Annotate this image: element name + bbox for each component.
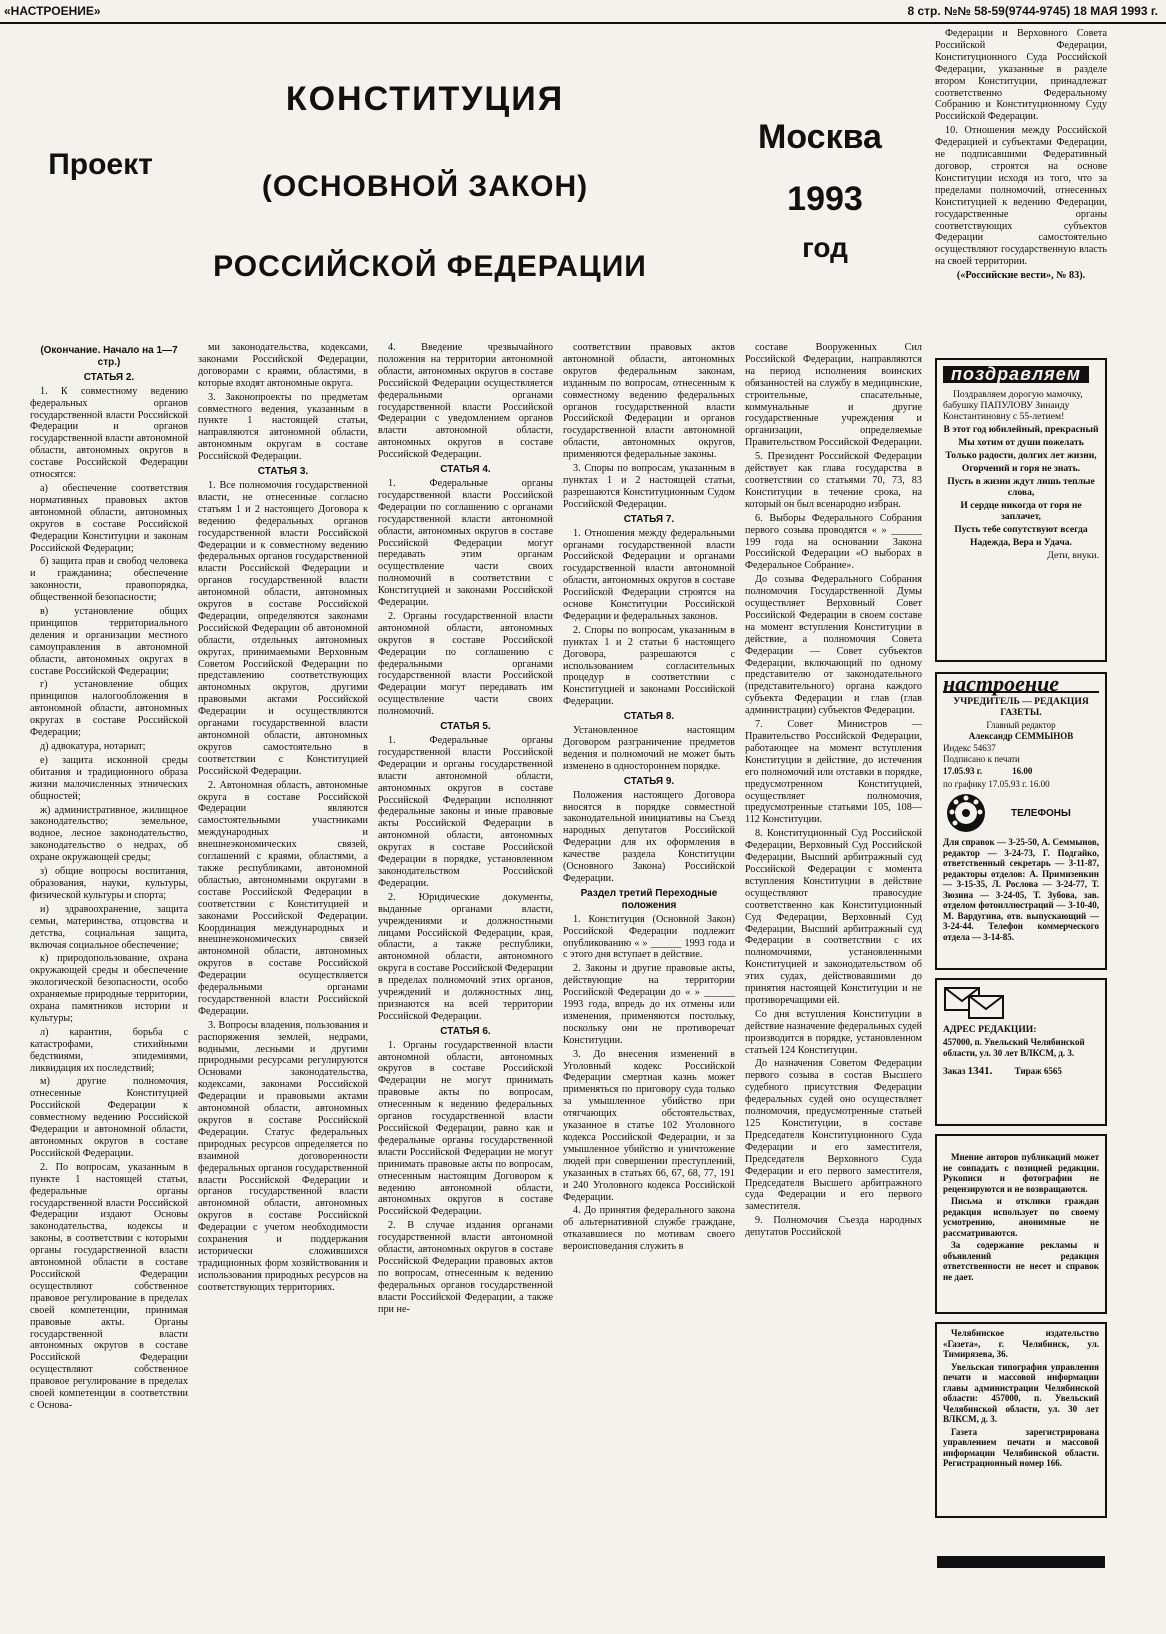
top-right-paragraph: 10. Отношения между Российской Федерацией и субъектами Федерации, не подписавшими Федеративный договор, строятся на основе Конституции исходя из того, что за пределами полномочий, отнесенных Конституцией к ведению Федерации, государственные органы соответствующих субъектов Федерации самостоятельно осуществляют государственную власть на своей территории. [935, 125, 1107, 268]
masthead-logo: настроение [943, 678, 1099, 693]
article-column-2 [198, 342, 368, 1630]
article-paragraph: 1. Органы государственной власти автономной области, автономных округов в составе Российской Федерации не могут принимать правовые акты по вопросам, отнесенным к ведению федеральных органов государственной власти Российской Федерации, равно как и федеральные органы государственной власти Российской Федерации не могут принимать правовые акты по вопросам, отнесенным настоящим Договором к ведению автономной области, автономных округов в составе Российской Федерации. [378, 1039, 553, 1218]
article-paragraph: 2. Органы государственной власти автономной области, автономных округов в составе Российской Федерации по соглашению с федеральными органами государственной власти Российской Федерации могут передавать им осуществление части своих полномочий. [378, 610, 553, 718]
congrats-poem-line: Пусть тебе сопутствуют всегда [954, 524, 1088, 535]
notice-box [935, 1134, 1107, 1314]
title-basic-law: (ОСНОВНОЙ ЗАКОН) [261, 170, 589, 203]
article-paragraph: м) другие полномочия, отнесенные Конституцией Российской Федерации к совместному ведению Российской Федерации и автономной области, автономных округов в составе Российской Федерации. [30, 1076, 188, 1159]
congrats-greeting: Поздравляем дорогую мамочку, бабушку ПАПУЛОВУ Зинаиду Константиновну с 55-летием! [943, 389, 1083, 422]
article-paragraph: л) карантин, борьба с катастрофами, стихийными бедствиями, эпидемиями, ликвидация их последствий; [30, 1026, 188, 1074]
address-box [935, 978, 1107, 1126]
article-paragraph: д) адвокатура, нотариат; [40, 741, 146, 752]
masthead-signed-time: 16.00 [1012, 766, 1033, 776]
article-column-1 [30, 342, 188, 1630]
page-header [0, 0, 1166, 24]
article-heading: СТАТЬЯ 3. [257, 466, 309, 478]
article-paragraph: 5. Президент Российской Федерации действует как глава государства в соответствии со статьями 70, 73, 83 Конституции в течение срока, на который он был всенародно избран. [745, 451, 922, 510]
article-paragraph: Установленное настоящим Договором разграничение предметов ведения и полномочий не может быть изменено в одностороннем порядке. [563, 725, 735, 772]
top-right-paragraph: Федерации и Верховного Совета Российской Федерации, Конституционного Суда Российской Федерации, указанные в разделе втором Конституции, принадлежат соответственно Федеральному Собранию и Конституционному Суду Российской Федерации. [935, 28, 1107, 123]
top-right-source: («Российские вести», № 83). [956, 270, 1086, 282]
article-paragraph: 1. Конституция (Основной Закон) Российской Федерации подлежит опубликованию « » ______ 1993 года и с этого дня вступает в действие. [563, 913, 735, 961]
address-text: 457000, п. Увельский Челябинской области, ул. 30 лет ВЛКСМ, д. 3. [943, 1037, 1085, 1058]
article-paragraph: з) общие вопросы воспитания, образования, науки, культуры, физической культуры и спорта; [30, 866, 188, 901]
article-paragraph: 1. Федеральные органы государственной власти Российской Федерации по соглашению с органами государственной власти автономной области, автономных округов в составе Российской Федерации могут передавать этим органам осуществление части своих полномочий в соответствии с Конституцией и законами Российской Федерации. [378, 477, 553, 609]
article-paragraph: 3. Вопросы владения, пользования и распоряжения землей, недрами, водными, лесными и другими природными ресурсами регулируются Основами законодательства, кодексами, законами Российской Федерации и правовыми актами автономной области, автономных округов в составе Российской Федерации. Статус федеральных природных ресурсов определяется по взаимной договоренности федеральных органов государственной власти Российской Федерации и органов государственной власти автономной области, автономных округов в составе Российской Федерации с учетом необходимости сохранения и поддержания исторически сложившихся традиционных форм хозяйствования и использования природных ресурсов на соответствующих территориях. [198, 1019, 368, 1293]
article-paragraph: 3. Законопроекты по предметам совместного ведения, указанным в пункте 1 настоящей статьи, направляются автономной области, автономным округам в составе Российской Федерации. [198, 391, 368, 463]
publisher-box [935, 1322, 1107, 1518]
publisher-paragraph: Увельская типография управления печати и массовой информации главы администрации Челябинской области: 457000, п. Увельский Челябинской области, ул. 30 лет ВЛКСМ, д. 3. [943, 1361, 1099, 1424]
article-paragraph: 4. Введение чрезвычайного положения на территории автономной области, автономных округов в составе Российской Федерации осуществляется федеральными органами государственной власти Российской Федерации с уведомлением органов власти автономной области, автономных округов в составе Российской Федерации. [378, 342, 553, 461]
article-heading: СТАТЬЯ 2. [83, 371, 135, 383]
congratulations-badge: поздравляем [943, 366, 1089, 383]
article-column-5 [745, 342, 922, 1630]
title-city: Москва [758, 118, 882, 156]
article-paragraph: 2. Автономная область, автономные округа в составе Российской Федерации являются самостоятельными участниками международных и внешнеэкономических связей, соглашений с краями, областями, а также республиками, автономной областью, автономными округами в составе Российской Федерации в соответствии с Конституцией и законами Российской Федерации. Координация международных и внешнеэкономических связей автономной области, автономных округов в составе Российской Федерации осуществляется федеральными органами государственной власти Российской Федерации. [198, 779, 368, 1017]
article-paragraph: 6. Выборы Федерального Собрания первого созыва проводятся « » ______ 199 года на основании Закона Российской Федерации «О выборах в Федеральное Собрание». [745, 512, 922, 572]
phones-list: Для справок — 3-25-50, А. Семмынов, редактор — 3-24-73, Г. Подгайко, ответственный секретарь — 3-11-87, редакторы отделов: А. Примизенкин — 3-15-35, Л. Рослова — 3-24-77, Т. Зюзина — 3-24-05, Т. Зубова, зав. отделом фотоиллюстраций — 3-10-40, М. Вардугина, отв. выпускающий — 3-24-44. Телефон коммерческого отдела — 3-14-85. [943, 837, 1099, 942]
article-paragraph: ж) административное, жилищное законодательство; земельное, водное, лесное законодательство, законодательство о недрах, об охране окружающей среды; [30, 804, 188, 864]
article-paragraph: 2. Юридические документы, выданные органами власти, учреждениями и должностными лицами Российской Федерации, края, области, а также республики, автономной области, автономного округа в составе Российской Федерации в пределах полномочий этих органов, учреждений и должностных лиц, признаются на всей территории Российской Федерации. [378, 891, 553, 1022]
article-paragraph: 2. Законы и другие правовые акты, действующие на территории Российской Федерации до « » ______ 1993 года, впредь до их отмены или изменения, применяются постольку, поскольку они не противоречат Конституции. [563, 963, 735, 1046]
print-run-label: Тираж [1014, 1066, 1042, 1076]
congrats-poem-line: И сердце никогда от горя не заплачет, [960, 500, 1082, 522]
notice-paragraph: Письма и отклики граждан редакция использует по своему усмотрению, анонимные не рассматриваются. [943, 1196, 1099, 1238]
congrats-poem-line: Огорчений и горя не знать. [961, 463, 1081, 474]
article-paragraph: Со дня вступления Конституции в действие назначение федеральных судей производится в порядке, установленном статьей 124 Конституции. [745, 1008, 922, 1056]
article-paragraph: 1. К совместному ведению федеральных органов государственной власти Российской Федерации и органов государственной власти автономной области, автономных округов в составе Российской Федерации относятся: [30, 385, 188, 481]
address-label: АДРЕС РЕДАКЦИИ: [943, 1024, 1037, 1035]
article-paragraph: 1. Все полномочия государственной власти, не отнесенные согласно статьям 1 и 2 настоящего Договора к ведению федеральных органов государственной власти Российской Федерации и к совместному ведению федеральных органов государственной власти Российской Федерации и органов государственной власти автономной области, автономных округов в составе Российской Федерации, определяются законами Российской Федерации об автономной области, отдельных автономных округах, принимаемыми Верховным Советом Российской Федерации по представлению соответствующих автономных округов, другими правовыми актами Российской Федерации и осуществляются органами государственной власти автономной области, автономных округов самостоятельно в соответствии с Конституцией Российской Федерации. [198, 479, 368, 777]
article-paragraph: 1. Федеральные органы государственной власти Российской Федерации и органы государственной власти автономной области, автономных округов в составе Российской Федерации исполняют федеральные законы и иные правовые акты Российской Федерации в автономной области, автономных округах в составе Российской Федерации в порядке, установленном законодательством Российской Федерации. [378, 735, 553, 889]
order-number: 1341. [967, 1065, 993, 1077]
telephone-icon [943, 793, 989, 833]
print-run-number: 6565 [1043, 1066, 1062, 1076]
article-paragraph: г) установление общих принципов налогообложения в автономной области, автономных округах в составе Российской Федерации; [30, 679, 188, 739]
congrats-poem-line: Только радости, долгих лет жизни, [945, 450, 1097, 461]
article-column-4 [563, 342, 735, 1630]
title-constitution: КОНСТИТУЦИЯ [285, 80, 565, 118]
article-paragraph: 2. Споры по вопросам, указанным в пунктах 1 и 2 статьи 6 настоящего Договора, разрешаются с использованием согласительных процедур в соответствии с Конституцией и законами Российской Федерации. [563, 624, 735, 708]
article-paragraph: 2. В случае издания органами государственной власти автономной области, автономных округов в составе Российской Федерации правовых актов по вопросам, отнесенным к ведению федеральных органов государственной власти Российской Федерации, а также при не- [378, 1220, 553, 1315]
masthead-editor-name: Александр СЕММЫНОВ [968, 730, 1074, 741]
order-label: Заказ [943, 1066, 966, 1076]
phones-heading-row [943, 793, 1099, 833]
top-right-column [935, 28, 1107, 346]
masthead-box [935, 672, 1107, 970]
notice-paragraph: За содержание рекламы и объявлений редакция ответственности не несет и справок не дает. [943, 1240, 1099, 1282]
article-paragraph: ми законодательства, кодексами, законами Российской Федерации, договорами с краями, областями, в которые входят автономные округа. [198, 342, 368, 389]
decorative-bar [937, 1556, 1105, 1568]
article-paragraph: 1. Отношения между федеральными органами государственной власти Российской Федерации и органами государственной власти автономной области, автономных округов в составе Российской Федерации строятся на основе Конституции Российской Федерации и федеральных законов. [563, 527, 735, 622]
title-russian-federation: РОССИЙСКОЙ ФЕДЕРАЦИИ [213, 250, 647, 283]
masthead-index: Индекс 54637 [943, 743, 996, 753]
article-heading: Раздел третий Переходные положения [580, 887, 718, 911]
publisher-paragraph: Газета зарегистрирована управлением печати и массовой информации Челябинской области. Регистрационный номер 166. [943, 1426, 1099, 1468]
article-paragraph: соответствии правовых актов автономной области, автономных округов федеральным законам, изданным по вопросам, отнесенным к совместному ведению федеральных органов государственной власти Российской Федерации и органов государственной власти автономной области, автономных округов, применяются федеральные законы. [563, 342, 735, 461]
article-paragraph: 3. Споры по вопросам, указанным в пунктах 1 и 2 настоящей статьи, разрешаются Конституционным Судом Российской Федерации. [563, 463, 735, 510]
article-paragraph: в) установление общих принципов территориального деления и организации местного самоуправления в автономной области, автономных округах в составе Российской Федерации; [30, 606, 188, 677]
article-heading: СТАТЬЯ 8. [623, 711, 675, 723]
article-heading: СТАТЬЯ 6. [440, 1025, 491, 1037]
article-paragraph: Положения настоящего Договора вносятся в порядке совместной законодательной инициативы на Съезд народных депутатов Российской Федерации для их оформления в качестве раздела Конституции (Основного Закона) Российской Федерации. [563, 789, 735, 884]
masthead-signed: Подписано к печати [943, 753, 1020, 764]
masthead-signed-date: 17.05.93 г. [943, 766, 983, 776]
article-paragraph: и) здравоохранение, защита семьи, материнства, отцовства и детства, социальная защита, включая социальное обеспечение; [30, 903, 188, 951]
congrats-signature: Дети, внуки. [1047, 550, 1099, 561]
congrats-poem-line: Мы хотим от души пожелать [958, 437, 1084, 448]
title-year-word: год [802, 232, 848, 263]
phones-label: ТЕЛЕФОНЫ [1011, 807, 1071, 819]
header-issue-info: 8 стр. №№ 58-59(9744-9745) 18 МАЯ 1993 г. [907, 4, 1158, 18]
masthead-signed-row [943, 766, 1099, 777]
title-year: 1993 [787, 180, 863, 218]
order-print-row [943, 1066, 1099, 1077]
masthead-founder: УЧРЕДИТЕЛЬ — РЕДАКЦИЯ ГАЗЕТЫ. [953, 696, 1089, 718]
article-column-3 [378, 342, 553, 1630]
article-paragraph: к) природопользование, охрана окружающей среды и обеспечение экологической безопасности, особо охраняемые природные территории, охрана памятников истории и культуры; [30, 953, 188, 1024]
article-paragraph: 7. Совет Министров — Правительство Российской Федерации, работающее на момент вступления Конституции в действие, до истечения его полномочий или отставки в порядке, предусмотренном Конституцией, осуществляет полномочия, предусмотренные статьями 105, 108—112 Конституции. [745, 719, 922, 826]
congrats-poem-line: В этот год юбилейный, прекрасный [943, 424, 1099, 435]
envelopes-icon [943, 984, 1007, 1020]
title-draft: Проект [48, 148, 153, 181]
article-paragraph: 3. До внесения изменений в Уголовный кодекс Российской Федерации смертная казнь может применяться по приговору суда только за умышленное убийство при отягчающих обстоятельствах, указанное в статье 102 Уголовного кодекса Российской Федерации, и за умышленное убийство и уничтожение людей при совершении преступлений, указанных в статьях 66, 67, 68, 77, 191 и 240 Уголовного кодекса Российской Федерации. [563, 1048, 735, 1203]
article-paragraph: 2. По вопросам, указанным в пункте 1 настоящей статьи, федеральные органы государственной власти Российской Федерации издают Основы законодательства, кодексы и законы, в соответствии с которыми органы государственной власти автономной области в составе Российской Федерации осуществляют собственное правовое регулирование в пределах своей компетенции, принимая правовые акты. Органы государственной власти автономных округов в составе Российской Федерации осуществляют собственное правовое регулирование в пределах своей компетенции в соответствии с Основа- [30, 1161, 188, 1411]
congrats-poem-line: Пусть в жизни ждут лишь теплые слова, [947, 476, 1095, 498]
article-paragraph: До созыва Федерального Собрания полномочия Государственной Думы осуществляет Верховный Совет Российской Федерации в своем составе на момент вступления Конституции в действие, а полномочия Совета Федерации — Совет субъектов Федерации, включающий по одному представителю от законодательного (представительного) органа каждого субъекта Федерации и глав (глав администрации) субъектов Федерации. [745, 574, 922, 717]
article-paragraph: составе Вооруженных Сил Российской Федерации, направляются на период исполнения воинских обязанностей на службу в медицинские, строительные, спасательные, коммунальные и другие государственные учреждения и организации, определяемые Правительством Российской Федерации. [745, 342, 922, 449]
article-paragraph: а) обеспечение соответствия нормативных правовых актов автономной области, автономных округов в составе Российской Федерации Конституции и законам Российской Федерации; [30, 482, 188, 554]
article-paragraph: 8. Конституционный Суд Российской Федерации, Верховный Суд Российской Федерации, Высший арбитражный суд Российской Федерации с момента вступления Конституции в действие осуществляют правосудие соответственно как Конституционный Суд Федерации, Верховный Суд Федерации, Высший арбитражный суд Федерации в соответствии с их полномочиями, установленными Конституцией и законодательством об этих судах, действовавшими до принятия настоящей Конституции и не противоречащими ей. [745, 828, 922, 1006]
article-paragraph: б) защита прав и свобод человека и гражданина; обеспечение законности, правопорядка, общественной безопасности; [30, 556, 188, 604]
article-paragraph: До назначения Советом Федерации первого созыва в состав Высшего судебного присутствия Федерации федеральных судей оно осуществляет полномочия, предусмотренные статьей 125 Конституции, в составе Председателя Конституционного Суда Федерации и его заместителя, Председателя Верховного Суда Федерации и его первого заместителя, Председателя Высшего арбитражного суда Федерации и его первого заместителя. [745, 1058, 922, 1213]
publisher-paragraph: Челябинское издательство «Газета», г. Челябинск, ул. Тимирязева, 36. [943, 1328, 1099, 1359]
article-heading: СТАТЬЯ 7. [623, 513, 675, 525]
congrats-poem-line: Надежда, Вера и Удача. [970, 537, 1072, 548]
article-paragraph: е) защита исконной среды обитания и традиционного образа жизни малочисленных этнических общностей; [30, 754, 188, 802]
masthead-schedule: по графику 17.05.93 г. 16.00 [943, 778, 1050, 789]
notice-paragraph: Мнение авторов публикаций может не совпадать с позицией редакции. Рукописи и фотографии не рецензируются и не возвращаются. [943, 1152, 1099, 1194]
header-newspaper-name: «НАСТРОЕНИЕ» [4, 4, 101, 18]
article-heading: (Окончание. Начало на 1—7 стр.) [40, 345, 178, 368]
article-paragraph: 9. Полномочия Съезда народных депутатов Российской [745, 1215, 922, 1239]
congratulations-box [935, 358, 1107, 662]
article-heading: СТАТЬЯ 4. [440, 464, 491, 476]
article-heading: СТАТЬЯ 9. [623, 775, 675, 787]
article-paragraph: 4. До принятия федерального закона об альтернативной службе граждане, отказавшиеся по мотивам своего вероисповедания служить в [563, 1205, 735, 1253]
article-heading: СТАТЬЯ 5. [440, 721, 491, 733]
masthead-editor-title: Главный редактор [986, 720, 1056, 730]
